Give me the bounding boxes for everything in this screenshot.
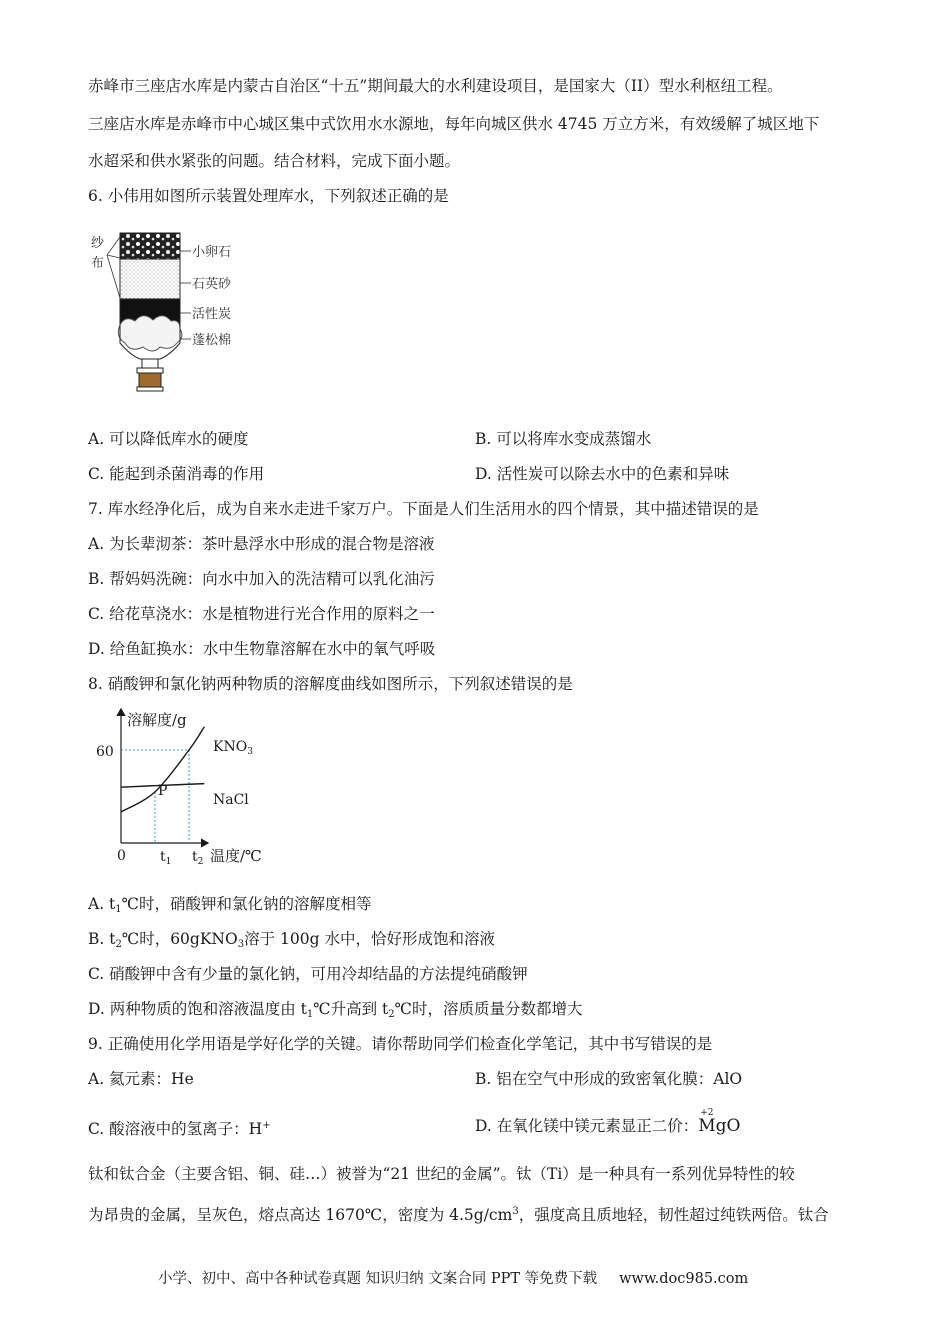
q7-option-b: B. 帮妈妈洗碗：向水中加入的洗洁精可以乳化油污 (88, 570, 435, 588)
intro-line-1: 赤峰市三座店水库是内蒙古自治区“十五”期间最大的水利建设项目，是国家大（II）型水利枢纽工程。 (88, 77, 783, 95)
label-pebbles: 小卵石 (192, 245, 232, 260)
q6-stem: 6. 小伟用如图所示装置处理库水，下列叙述正确的是 (88, 187, 449, 205)
q8-option-a: A. $t_1℃$时，硝酸钾和氯化钠的溶解度相等 (88, 895, 372, 915)
q7-option-c: C. 给花草浇水：水是植物进行光合作用的原料之一 (88, 605, 435, 623)
label-activated-carbon: 活性炭 (192, 307, 232, 322)
water-filter-figure (85, 225, 255, 395)
q8-option-d: D. 两种物质的饱和溶液温度由 $t_1℃$升高到 $t_2℃$时，溶质质量分数都增大 (88, 1000, 583, 1020)
footer-link[interactable]: www.doc985.com (619, 1271, 749, 1287)
y-tick-60: 60 (96, 744, 114, 760)
passage-line-2: 为昂贵的金属，呈灰色，熔点高达 1670℃，密度为 $4.5g/cm^3$，强度高且质地轻，韧性超过纯铁两倍。钛合 (88, 1206, 829, 1224)
q6-option-c: C. 能起到杀菌消毒的作用 (88, 465, 265, 483)
gauze-label-2: 布 (91, 256, 105, 271)
q9-option-a: A. 氦元素：He (88, 1070, 194, 1088)
q7-option-a: A. 为长辈沏茶：茶叶悬浮水中形成的混合物是溶液 (88, 535, 435, 553)
q8-stem: 8. 硝酸钾和氯化钠两种物质的溶解度曲线如图所示，下列叙述错误的是 (88, 675, 573, 693)
q7-stem: 7. 库水经净化后，成为自来水走进千家万户。下面是人们生活用水的四个情景，其中描述错误的是 (88, 500, 759, 518)
x-tick-t1: $t_1$ (160, 849, 172, 867)
origin-label: 0 (117, 848, 126, 864)
label-quartz-sand: 石英砂 (192, 277, 232, 292)
q8-option-b: B. $t_2℃$时，60gKNO$_3$溶于 100g 水中，恰好形成饱和溶液 (88, 930, 495, 950)
label-cotton: 蓬松棉 (192, 333, 232, 348)
q7-option-d: D. 给鱼缸换水：水中生物靠溶解在水中的氧气呼吸 (88, 640, 436, 658)
series-label-nacl: NaCl (213, 792, 249, 808)
q9-option-b: B. 铝在空气中形成的致密氧化膜：AlO (475, 1070, 743, 1088)
q9-option-c: C. 酸溶液中的氢离子：H+ (88, 1120, 271, 1138)
intro-line-3: 水超采和供水紧张的问题。结合材料，完成下面小题。 (88, 152, 461, 170)
q6-option-d: D. 活性炭可以除去水中的色素和异味 (475, 465, 730, 483)
y-axis-label: 溶解度/g (127, 711, 187, 729)
solubility-chart (92, 703, 292, 873)
kno3-curve (121, 727, 204, 812)
point-p-label: P (158, 783, 168, 799)
q8-option-c: C. 硝酸钾中含有少量的氯化钠，可用冷却结晶的方法提纯硝酸钾 (88, 965, 528, 983)
q6-option-b: B. 可以将库水变成蒸馏水 (475, 430, 652, 448)
intro-line-2: 三座店水库是赤峰市中心城区集中式饮用水水源地，每年向城区供水 4745 万立方米，有效缓解了城区地下 (88, 115, 820, 133)
q9-option-d: D. 在氧化镁中镁元素显正二价： +2 MgO (475, 1115, 740, 1137)
series-label-kno3: $KNO_3$ (213, 739, 253, 757)
passage-line-1: 钛和钛合金（主要含铝、铜、硅…）被誉为“21 世纪的金属”。钛（Ti）是一种具有一系列优异特性的较 (88, 1165, 795, 1183)
footer-text: 小学、初中、高中各种试卷真题 知识归纳 文案合同 PPT 等免费下载 www.doc985.com (158, 1271, 749, 1287)
x-tick-t2: $t_2$ (192, 849, 204, 867)
q9-stem: 9. 正确使用化学用语是学好化学的关键。请你帮助同学们检查化学笔记，其中书写错误的是 (88, 1035, 713, 1053)
valence-mark: +2 (700, 1108, 714, 1118)
q6-option-a: A. 可以降低库水的硬度 (88, 430, 249, 448)
gauze-label-1: 纱 (91, 236, 105, 251)
x-axis-label: 温度/℃ (210, 847, 262, 865)
